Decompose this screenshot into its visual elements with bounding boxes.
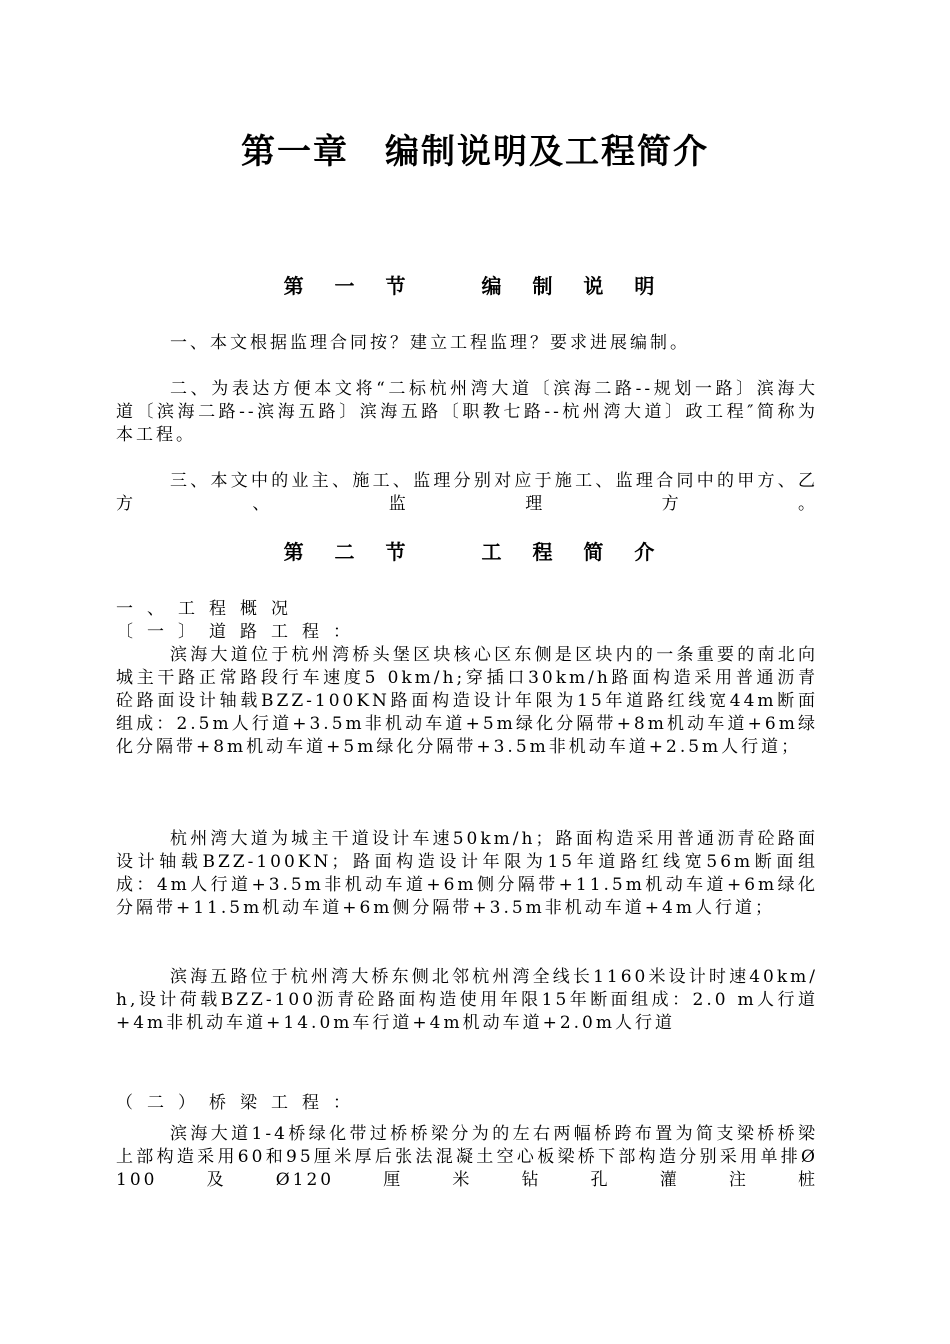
chapter-title: 第一章 编制说明及工程简介 xyxy=(241,132,709,172)
section1-para1: 一、本文根据监理合同按？建立工程监理？要求进展编制。 xyxy=(170,333,690,353)
road-para-binhai-fifth-road: 滨海五路位于杭州湾大桥东侧北邻杭州湾全线长1160米设计时速40km/h,设计荷载BZZ-100沥青砼路面构造使用年限15年断面组成：2.0 m人行道+4m非机动车道+14.0m车行道+4m机动车道+2.0m人行道 xyxy=(116,967,818,1033)
road-heading: 〔一〕道路工程： xyxy=(116,622,364,642)
section1-para2: 二、为表达方便本文将“二标杭州湾大道〔滨海二路--规划一路〕滨海大道〔滨海二路--滨海五路〕滨海五路〔职教七路--杭州湾大道〕政工程″简称为本工程。 xyxy=(116,379,818,445)
section1-para3: 三、本文中的业主、施工、监理分别对应于施工、监理合同中的甲方、乙方、监理方。 xyxy=(116,471,818,514)
road-para-binhai-avenue: 滨海大道位于杭州湾桥头堡区块核心区东侧是区块内的一条重要的南北向城主干路正常路段行车速度5 0km/h;穿插口30km/h路面构造采用普通沥青砼路面设计轴载BZZ-100KN路面构造设计年限为15年道路红线宽44m断面组成：2.5m人行道+3.5m非机动车道+5m绿化分隔带+8m机动车道+6m绿化分隔带+8m机动车道+5m绿化分隔带+3.5m非机动车道+2.5m人行道； xyxy=(116,645,818,757)
bridge-para: 滨海大道1-4桥绿化带过桥桥梁分为的左右两幅桥跨布置为简支梁桥桥梁上部构造采用60和95厘米厚后张法混凝土空心板梁桥下部构造分别采用单排Ø100及Ø120厘米钻孔灌注桩 xyxy=(116,1124,818,1190)
overview-heading: 一、工程概况 xyxy=(116,599,302,619)
section1-title: 第 一 节 编 制 说 明 xyxy=(283,274,667,298)
road-para-hangzhou-bay-avenue: 杭州湾大道为城主干道设计车速50km/h；路面构造采用普通沥青砼路面设计轴载BZZ-100KN；路面构造设计年限为15年道路红线宽56m断面组成：4m人行道+3.5m非机动车道+6m侧分隔带+11.5m机动车道+6m绿化分隔带+11.5m机动车道+6m侧分隔带+3.5m非机动车道+4m人行道； xyxy=(116,829,818,918)
section2-title: 第 二 节 工 程 简 介 xyxy=(283,540,667,564)
bridge-heading: （二）桥梁工程： xyxy=(116,1093,364,1113)
